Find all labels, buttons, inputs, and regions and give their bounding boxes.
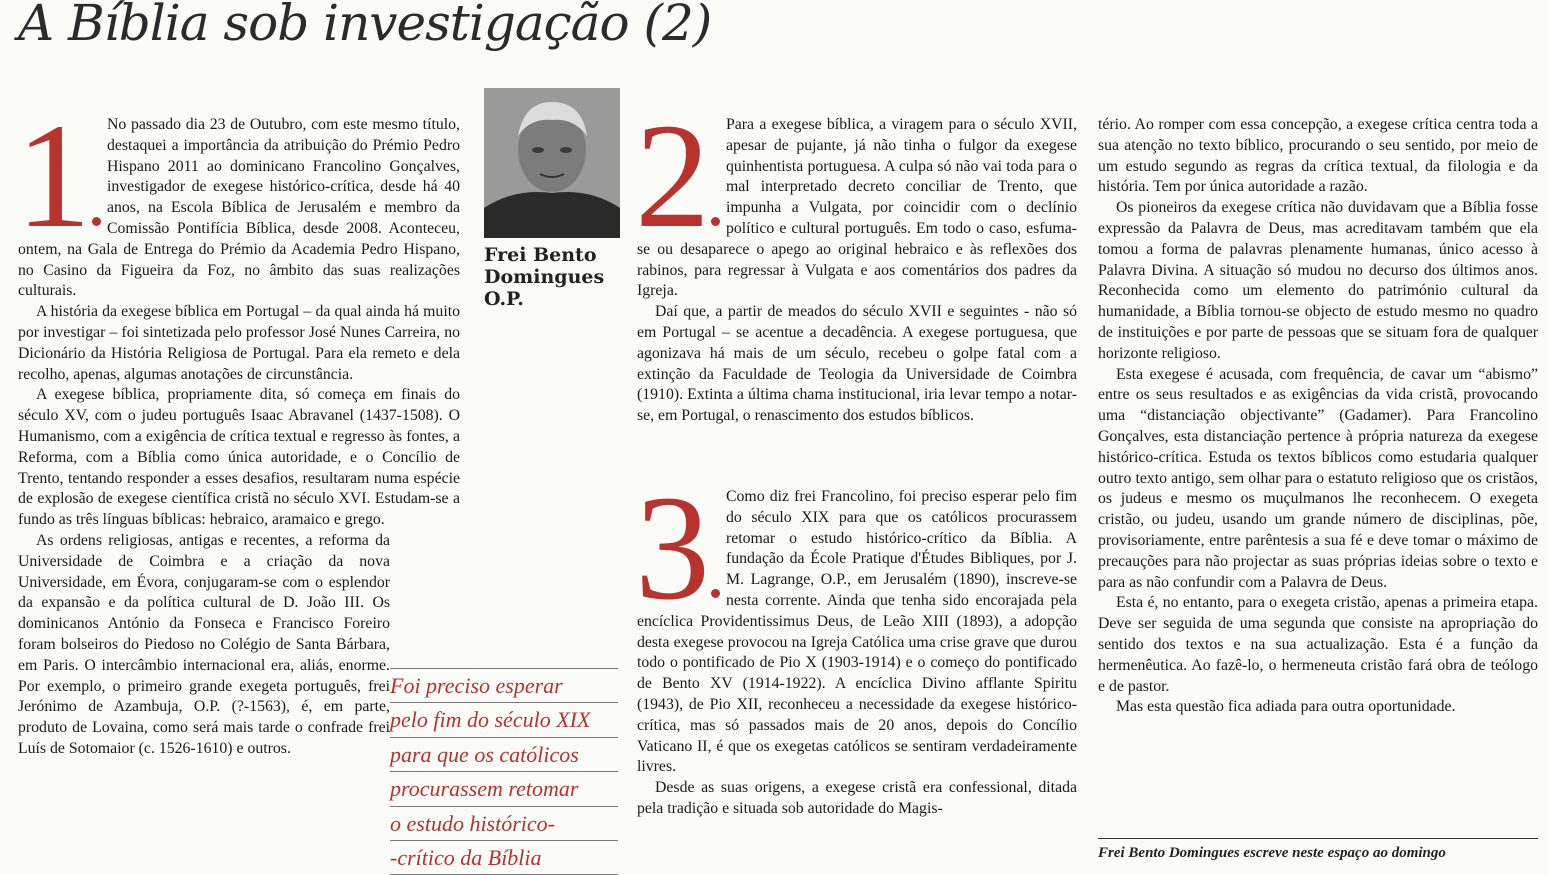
section-marker-dot <box>711 217 720 226</box>
paragraph: Mas esta questão fica adiada para outra oportunidade. <box>1116 698 1456 716</box>
author-photo <box>484 88 620 238</box>
paragraph: No passado dia 23 de Outubro, com este mesmo título, destaquei a importância da atribuição do Prémio Pedro Hispano 2011 ao dominicano Francolino Gonçalves, investigador de exegese histórico-crítica, desde há 40 anos, na Escola Bíblica de Jerusalém e membro da Comissão Pontifícia Bíblica, desde 2008. Aconteceu, ontem, na Gala de Entrega do Prémio da Academia Pedro Hispano, no Casino da Figueira da Foz, no âmbito das suas realizações culturais. <box>18 116 460 300</box>
section-number-3: 3 <box>635 493 720 609</box>
paragraph: Os pioneiros da exegese crítica não duvidavam que a Bíblia fosse expressão da Palavra de Deus, mas acreditavam também que ela tomou a forma de palavras plenamente humanas, único acesso à Palavra Divina. A situação só mudou no decurso dos últimos anos. Reconhecida como um elemento do património cultural da humanidade, a Bíblia tornou-se objecto de estudo mesmo no quadro de instituições e por parte de pessoas que se situam fora de qualquer horizonte religioso. <box>1098 199 1538 362</box>
section-number-2: 2 <box>635 121 720 237</box>
section-number-1: 1 <box>16 121 101 237</box>
column-3 <box>635 93 1077 427</box>
pull-quote-line: pelo fim do século XIX <box>390 703 618 737</box>
column-3-lower <box>635 465 1077 820</box>
pull-quote <box>390 668 618 875</box>
headline: A Bíblia sob investigação (2) <box>18 0 712 52</box>
author-name-line: Frei Bento <box>484 244 597 266</box>
column-4 <box>1098 115 1538 718</box>
pull-quote-line: o estudo histórico- <box>390 807 618 841</box>
paragraph: A história da exegese bíblica em Portugal – da qual ainda há muito por investigar – foi sintetizada pelo professor José Nunes Carreira, no Dicionário da História Religiosa de Portugal. Para ela remeto e dela recolho, apenas, algumas anotações de circunstância. <box>18 303 460 383</box>
paragraph: A exegese bíblica, propriamente dita, só começa em finais do século XV, com o judeu português Isaac Abravanel (1437-1508). O Humanismo, com a exigência de crítica textual e regresso às fontes, a Reforma, com a Bíblia como única autoridade, e o Concílio de Trento, tentando responder a esses desafios, resultaram numa espécie de explosão de exegese científica cristã no século XVI. Estudam-se a fundo as três línguas bíblicas: hebraico, aramaico e grego. <box>18 386 460 529</box>
paragraph: tério. Ao romper com essa concepção, a exegese crítica centra toda a sua atenção no texto bíblico, procurando o seu sentido, por meio de um estudo segundo as regras da crítica textual, da filologia e da história. Tem por única autoridade a razão. <box>1098 116 1538 196</box>
pull-quote-line: Foi preciso esperar <box>390 669 618 703</box>
column-1 <box>16 93 460 760</box>
pull-quote-line: procurassem retomar <box>390 772 618 806</box>
author-name-line: O.P. <box>484 288 524 310</box>
section-marker-dot <box>711 589 720 598</box>
author-name-line: Domingues <box>484 266 605 288</box>
paragraph: Como diz frei Francolino, foi preciso esperar pelo fim do século XIX para que os católicos procurassem retomar o estudo histórico-crítico da Bíblia. A fundação da École Pratique d'Études Bibliques, por J. M. Lagrange, O.P., em Jerusalém (1890), inscreve-se nesta corrente. Ainda que tenha sido encorajada pela encíclica Providentissimus Deus, de Leão XIII (1893), a adopção desta exegese provocou na Igreja Católica uma crise grave que durou todo o pontificado de Pio X (1903-1914) e o começo do pontificado de Bento XV (1914-1922). A encíclica Divino afflante Spiritu (1943), de Pio XII, reconheceu a necessidade da exegese histórico-crítica, mas só passados mais de 20 anos, depois do Concílio Vaticano II, é que os exegetas católicos se sentiram verdadeiramente livres. <box>637 488 1077 776</box>
portrait-image <box>484 88 620 238</box>
pull-quote-line: -crítico da Bíblia <box>390 841 618 875</box>
section-marker-dot <box>92 217 101 226</box>
pull-quote-line: para que os católicos <box>390 738 618 772</box>
paragraph: Daí que, a partir de meados do século XVII e seguintes - não só em Portugal – se acentue a decadência. A exegese portuguesa, que agonizava há mais de um século, recebeu o golpe fatal com a extinção da Faculdade de Teologia da Universidade de Coimbra (1910). Extinta a última chama institucional, iria levar tempo a notar-se, em Portugal, o renascimento dos estudos bíblicos. <box>637 303 1077 425</box>
author-signature: Frei Bento Domingues escreve neste espaço ao domingo <box>1098 838 1538 862</box>
paragraph: Esta exegese é acusada, com frequência, de cavar um “abismo” entre os seus resultados e as exigências da vida cristã, provocando uma “distanciação objectivante” (Gadamer). Para Francolino Gonçalves, esta distanciação pertence à própria natureza da exegese histórico-crítica. Estuda os textos bíblicos como estudaria qualquer outro texto antigo, sem olhar para o estatuto religioso que os cristãos, os judeus e mesmo os muçulmanos lhe reconhecem. O exegeta cristão, ou judeu, usando um grande número de disciplinas, põe, provisoriamente, entre parêntesis a sua fé e deve tomar o máximo de precauções para não projectar as suas próprias ideias sobre o texto e para as não confundir com a Palavra de Deus. <box>1098 365 1538 591</box>
paragraph: As ordens religiosas, antigas e recentes, a reforma da Universidade de Coimbra e a criação da nova Universidade, em Évora, conjugaram-se com o esplendor da expansão e da política cultural de D. João III. Os dominicanos António da Fonseca e Francisco Foreiro foram bolseiros do Piedoso no Colégio de Santa Bárbara, em Paris. O intercâmbio internacional era, aliás, enorme. Por exemplo, o primeiro grande exegeta português, frei Jerónimo de Azambuja, O.P. (?-1563), é, em parte, produto de Lovaina, como será mais tarde o confrade frei Luís de Sotomaior (c. 1526-1610) e outros. <box>18 531 390 757</box>
author-byline <box>484 244 624 310</box>
paragraph: Esta é, no entanto, para o exegeta cristão, apenas a primeira etapa. Deve ser seguida de uma segunda que consiste na apropriação do sentido dos textos e na sua actualização. Esta é a função da hermenêutica. Ao fazê-lo, o hermeneuta cristão fará obra de teólogo e de pastor. <box>1098 594 1538 695</box>
paragraph: Para a exegese bíblica, a viragem para o século XVII, apesar de pujante, já não tinha o fulgor da exegese quinhentista portuguesa. A culpa só não vai toda para o mal interpretado decreto conciliar de Trento, que impunha a Vulgata, por coincidir com o declínio político e cultural português. Em todo o caso, esfuma-se ou desaparece o apego ao original hebraico e às reflexões dos rabinos, para regressar à Vulgata e aos comentários dos padres da Igreja. <box>637 116 1077 300</box>
paragraph: Desde as suas origens, a exegese cristã era confessional, ditada pela tradição e situada sob autoridade do Magis- <box>637 779 1077 817</box>
